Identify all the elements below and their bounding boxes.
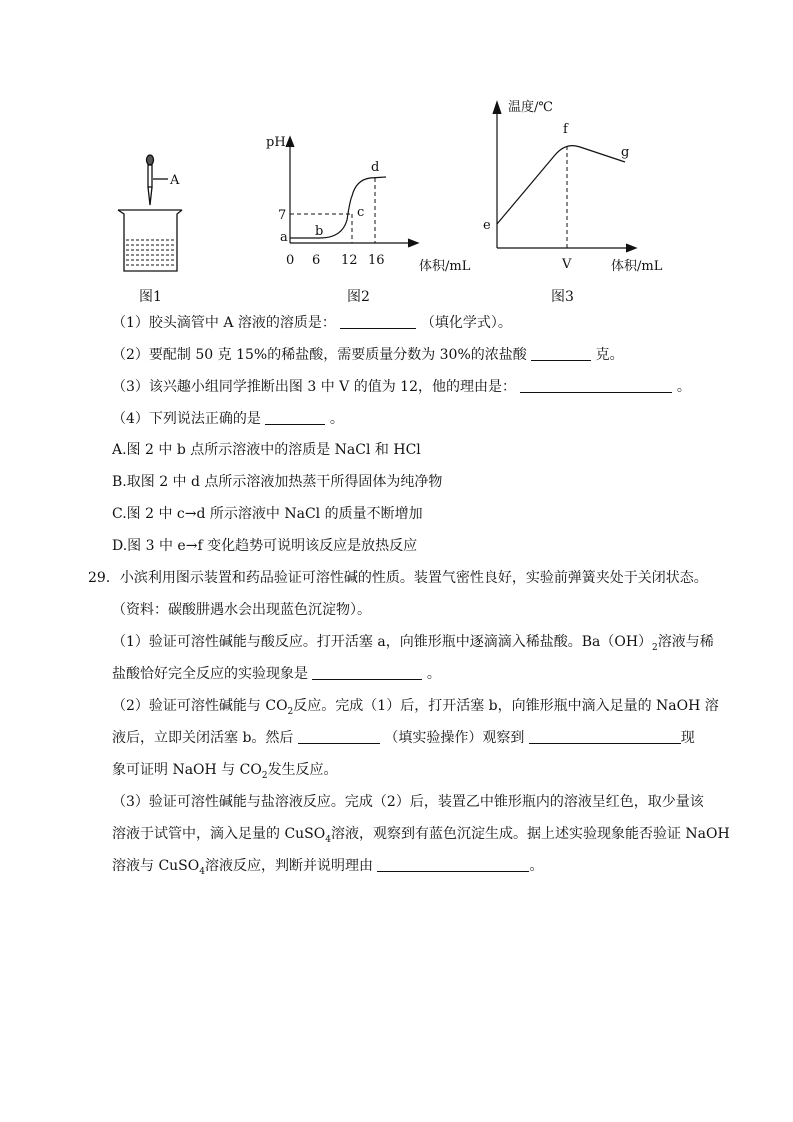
q29-part3-line3: [112, 856, 543, 882]
q29-p1-blank[interactable]: [312, 665, 422, 680]
ph-x-tick-0: 0: [286, 253, 295, 268]
q28-p3-text: （3）该兴趣小组同学推断出图 3 中 V 的值为 12，他的理由是：: [112, 379, 516, 395]
temp-point-f: f: [563, 122, 568, 137]
ph-x-tick-12: 12: [341, 253, 358, 268]
q28-part3: [112, 377, 691, 397]
q28-option-a[interactable]: A.图 2 中 b 点所示溶液中的溶质是 NaCl 和 HCl: [112, 442, 421, 458]
temp-y-arrow: [493, 102, 501, 114]
q29-p3-line3-subscript: 4: [199, 866, 205, 877]
q28-part1: [112, 313, 512, 333]
q29-p1-line2-text: 盐酸恰好完全反应的实验现象是: [112, 666, 308, 682]
ph-point-c: c: [357, 205, 365, 220]
figure1-caption: 图1: [139, 289, 162, 305]
q29-part3-line1: （3）验证可溶性碱能与盐溶液反应。完成（2）后，装置乙中锥形瓶内的溶液呈红色，取少量该: [112, 794, 704, 810]
ph-point-a: a: [280, 230, 288, 245]
ph-x-tick-16: 16: [368, 253, 385, 268]
q28-p4-blank[interactable]: [265, 410, 325, 425]
temp-x-arrow: [626, 244, 636, 252]
temp-curve: [497, 146, 625, 224]
ph-x-arrow: [408, 239, 418, 247]
q29-p3-line3-suffix: 。: [529, 858, 544, 874]
q28-part2: [112, 345, 624, 365]
ph-y-tick-7: 7: [278, 208, 287, 223]
dropper-label: A: [170, 173, 180, 188]
q29-p1-text-end: 溶液与稀: [657, 634, 714, 650]
ph-x-label: 体积/mL: [419, 259, 471, 274]
q28-part4: [112, 409, 344, 429]
q28-p2-blank[interactable]: [531, 346, 591, 361]
q29-p2-operation-blank[interactable]: [298, 729, 380, 744]
q29-part2-line2: [112, 728, 695, 748]
q28-p3-suffix: 。: [676, 379, 691, 395]
figures-area: [0, 0, 793, 310]
q29-p2-line3-end: 发生反应。: [267, 762, 338, 778]
q28-option-d[interactable]: D.图 3 中 e→f 变化趋势可说明该反应是放热反应: [112, 538, 418, 554]
q28-p2-suffix: 克。: [595, 347, 624, 363]
q28-p4-text: （4）下列说法正确的是: [112, 411, 261, 427]
q29-p2-line3-text: 象可证明 NaOH 与 CO: [112, 762, 262, 778]
temp-point-g: g: [621, 145, 630, 160]
temp-y-label: 温度/℃: [508, 100, 553, 115]
figure3-caption: 图3: [551, 289, 574, 305]
dropper-bulb: [147, 155, 154, 165]
beaker-liquid: [126, 240, 175, 265]
q29-p1-text: （1）验证可溶性碱能与酸反应。打开活塞 a，向锥形瓶中逐滴滴入稀盐酸。Ba（OH）: [112, 634, 653, 650]
temp-x-tick-v: V: [562, 257, 572, 272]
q28-p1-text: （1）胶头滴管中 A 溶液的溶质是：: [112, 315, 336, 331]
q29-p3-line2-text: 溶液于试管中，滴入足量的 CuSO: [112, 826, 326, 842]
ph-curve: [290, 177, 386, 238]
q28-p3-blank[interactable]: [520, 378, 672, 393]
ph-y-arrow: [286, 137, 294, 147]
figure2-caption: 图2: [347, 289, 370, 305]
q29-p3-line3-middle: 溶液反应，判断并说明理由: [204, 858, 373, 874]
q29-part2-line3: [112, 760, 338, 786]
figures-svg: [0, 0, 793, 310]
q29-part1-line2: [112, 664, 441, 684]
q28-p1-suffix: （填化学式）。: [420, 315, 512, 331]
q29-p2-line2-suffix: 现: [680, 730, 695, 746]
q29-p2-line3-subscript: 2: [261, 770, 268, 781]
q29-p2-text-end: 反应。完成（1）后，打开活塞 b，向锥形瓶中滴入足量的 NaOH 溶: [293, 698, 719, 714]
q29-part3-line2: [112, 824, 730, 850]
q28-option-b[interactable]: B.取图 2 中 d 点所示溶液加热蒸干所得固体为纯净物: [112, 474, 443, 490]
ph-y-label: pH: [266, 135, 286, 150]
q28-p2-text: （2）要配制 50 克 15%的稀盐酸，需要质量分数为 30%的浓盐酸: [112, 347, 527, 363]
q29-p2-line2-middle: （填实验操作）观察到: [384, 730, 525, 746]
temp-point-e: e: [483, 218, 491, 233]
q28-p1-blank[interactable]: [340, 314, 416, 329]
q29-p3-blank[interactable]: [377, 857, 529, 872]
q29-p2-text: （2）验证可溶性碱能与 CO: [112, 698, 288, 714]
ph-point-d: d: [371, 160, 380, 175]
temp-x-label: 体积/mL: [611, 259, 663, 274]
q29-p3-line3-text: 溶液与 CuSO: [112, 858, 200, 874]
q29-part2-line1: [112, 696, 719, 722]
ph-chart: [286, 137, 418, 247]
q29-note: （资料：碳酸肼遇水会出现蓝色沉淀物）。: [112, 602, 371, 618]
q28-p4-suffix: 。: [329, 411, 344, 427]
ph-point-b: b: [315, 224, 324, 239]
q29-p2-line2-text: 液后，立即关闭活塞 b。然后: [112, 730, 294, 746]
q29-p3-line2-end: 溶液，观察到有蓝色沉淀生成。据上述实验现象能否验证 NaOH: [330, 826, 730, 842]
q29-part1-line1: [112, 632, 714, 658]
q29-p2-observation-blank[interactable]: [529, 729, 681, 744]
q28-option-c[interactable]: C.图 2 中 c→d 所示溶液中 NaCl 的质量不断增加: [112, 506, 423, 522]
q29-p3-subscript: 4: [325, 834, 331, 845]
q29-p1-line2-suffix: 。: [426, 666, 441, 682]
dropper-tube: [148, 165, 152, 187]
dropper-tip: [148, 187, 152, 205]
q29-p2-subscript: 2: [287, 706, 294, 717]
q29-p1-subscript: 2: [652, 642, 658, 653]
q29-intro: 29．小滨利用图示装置和药品验证可溶性碱的性质。装置气密性良好，实验前弹簧夹处于关闭状态。: [88, 570, 708, 586]
ph-x-tick-6: 6: [312, 253, 321, 268]
